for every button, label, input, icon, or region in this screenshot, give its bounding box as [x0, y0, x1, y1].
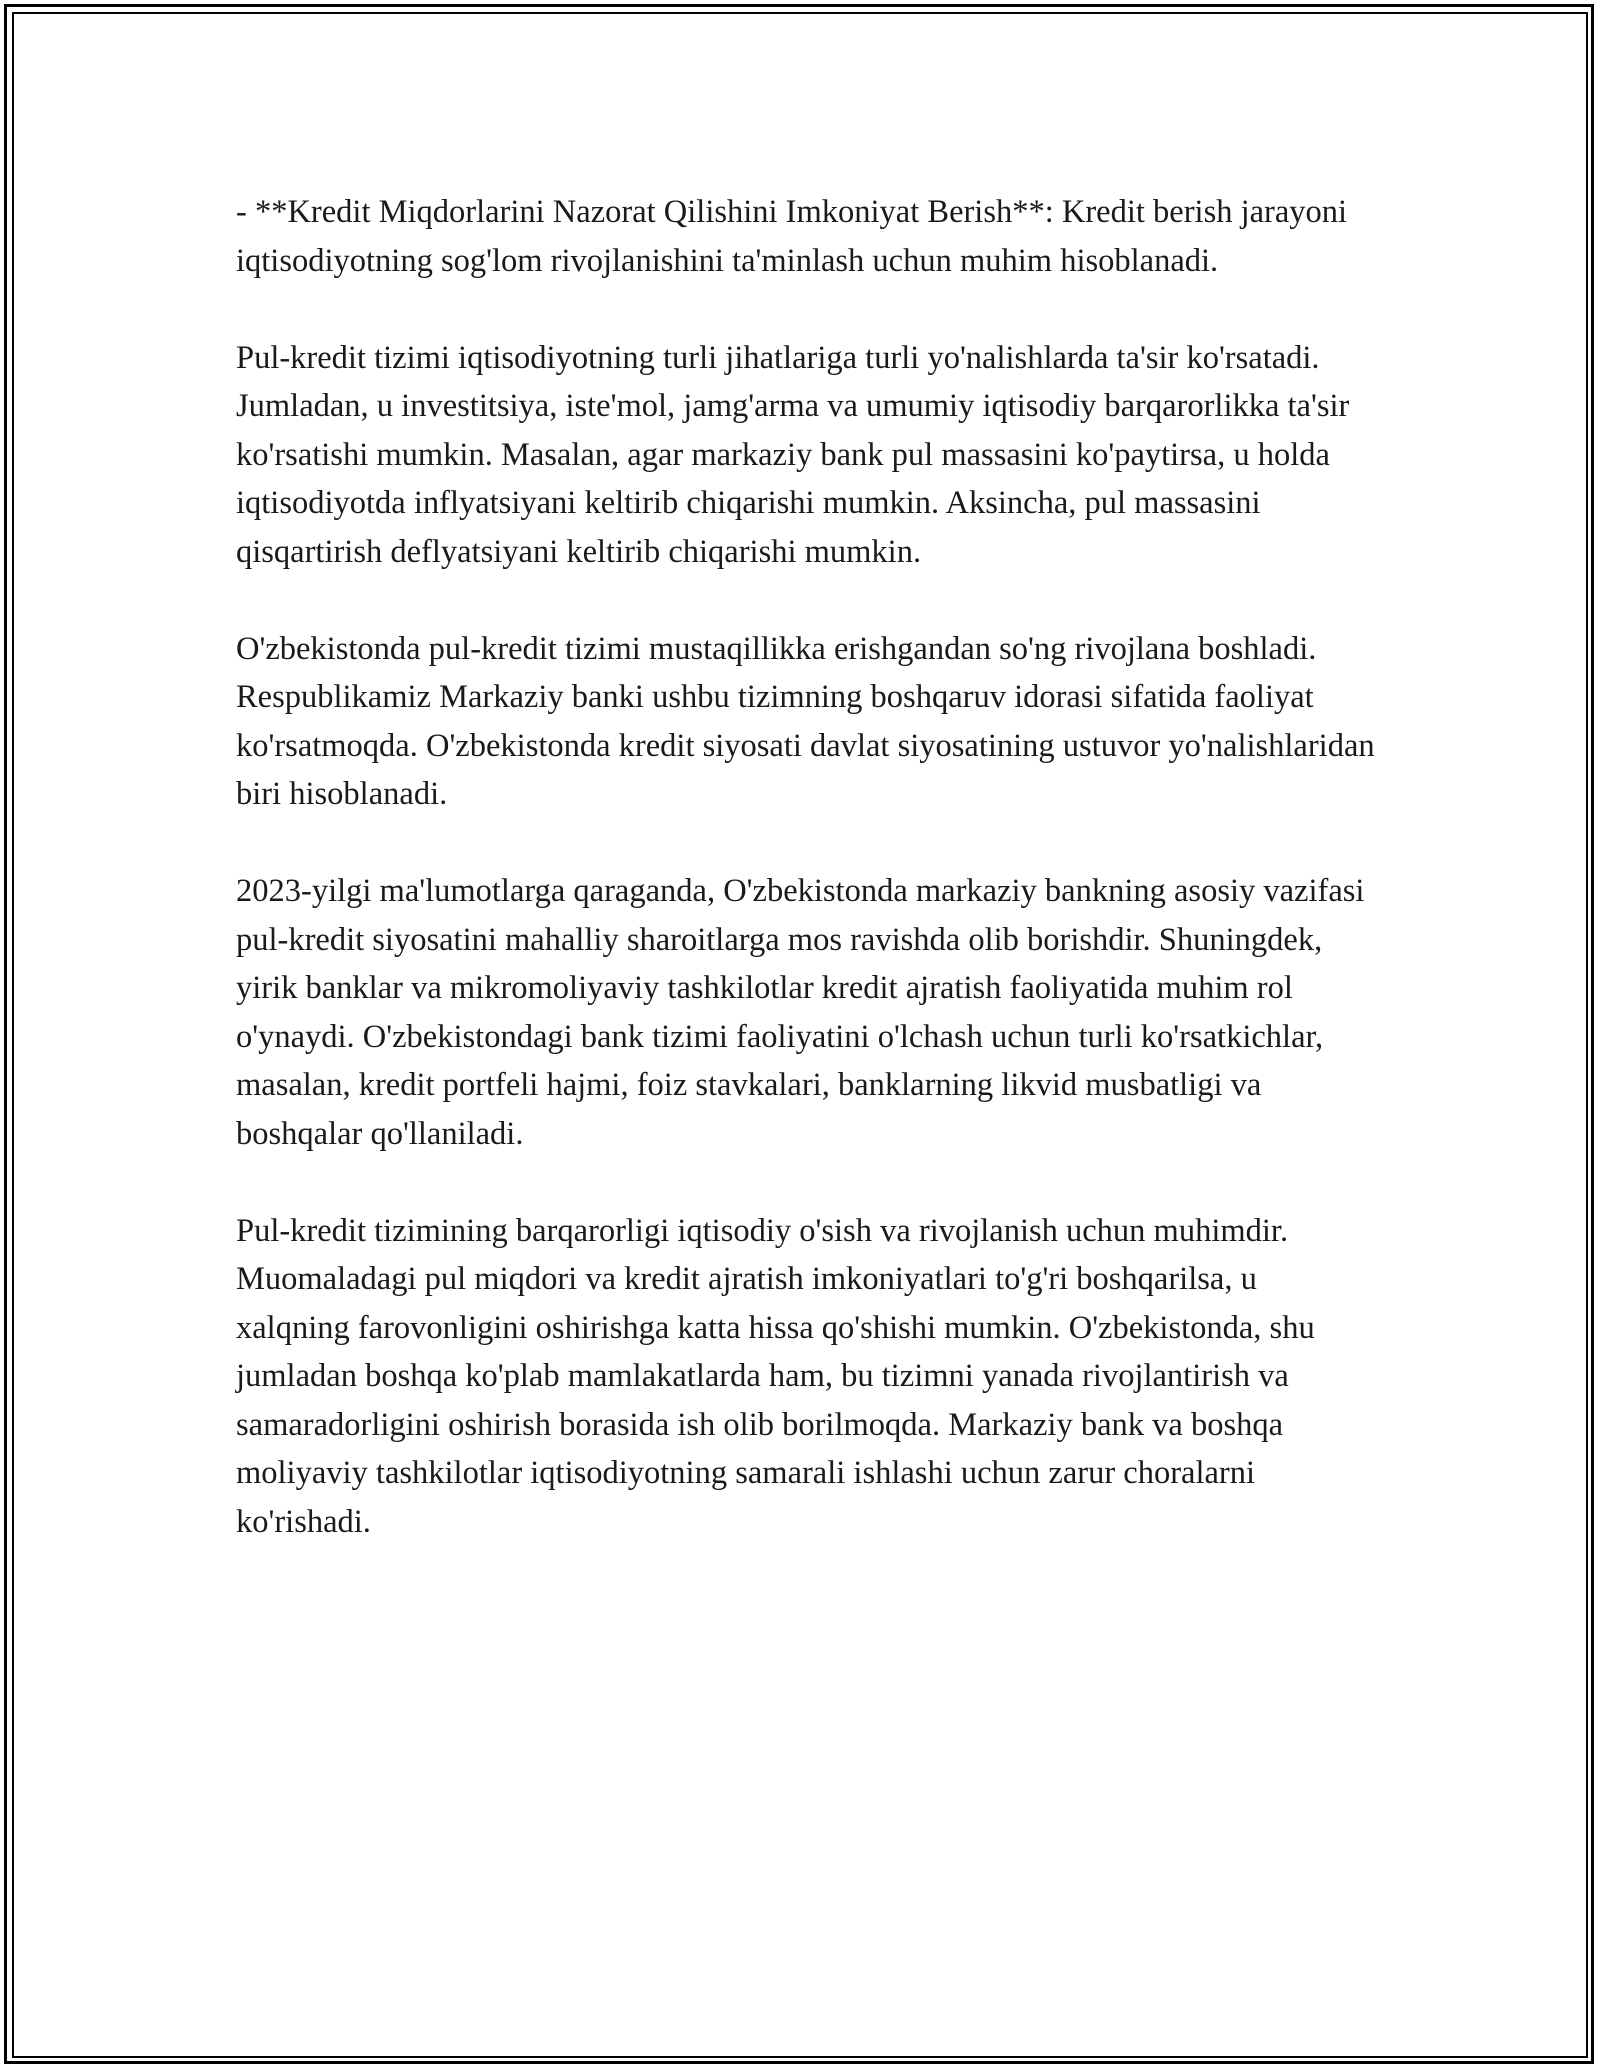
paragraph-credit-control: - **Kredit Miqdorlarini Nazorat Qilishini Imkoniyat Berish**: Kredit berish jarayoni iqtisodiyotning sog'lom rivojlanishini ta'minlash uchun muhim hisoblanadi. — [236, 194, 1348, 279]
paragraph-economic-impact: Pul-kredit tizimi iqtisodiyotning turli jihatlariga turli yo'nalishlarda ta'sir ko'rsatadi. Jumladan, u investitsiya, iste'mol, jamg'arma va umumiy iqtisodiy barqarorlikka ta'sir ko'rsatishi mumkin. Masalan, agar markaziy bank pul massasini ko'paytirsa, u holda iqtisodiyotda inflyatsiyani keltirib chiqarishi mumkin. Aksincha, pul massasini qisqartirish deflyatsiyani keltirib chiqarishi mumkin. — [236, 339, 1350, 570]
paragraph-2023-data: 2023-yilgi ma'lumotlarga qaraganda, O'zbekistonda markaziy bankning asosiy vazifasi pul-kredit siyosatini mahalliy sharoitlarga mos ravishda olib borishdir. Shuningdek, yirik banklar va mikromoliyaviy tashkilotlar kredit ajratish faoliyatida muhim rol o'ynaydi. O'zbekistondagi bank tizimi faoliyatini o'lchash uchun turli ko'rsatkichlar, masalan, kredit portfeli hajmi, foiz stavkalari, banklarning likvid musbatligi va boshqalar qo'llaniladi. — [236, 873, 1365, 1152]
paragraph-uzbekistan-history: O'zbekistonda pul-kredit tizimi mustaqillikka erishgandan so'ng rivojlana boshladi. Respublikamiz Markaziy banki ushbu tizimning boshqaruv idorasi sifatida faoliyat ko'rsatmoqda. O'zbekistonda kredit siyosati davlat siyosatining ustuvor yo'nalishlaridan biri hisoblanadi. — [236, 630, 1375, 812]
paragraph-stability: Pul-kredit tizimining barqarorligi iqtisodiy o'sish va rivojlanish uchun muhimdir. Muomaladagi pul miqdori va kredit ajratish imkoniyatlari to'g'ri boshqarilsa, u xalqning farovonligini oshirishga katta hissa qo'shishi mumkin. O'zbekistonda, shu jumladan boshqa ko'plab mamlakatlarda ham, bu tizimni yanada rivojlantirish va samaradorligini oshirish borasida ish olib borilmoqda. Markaziy bank va boshqa moliyaviy tashkilotlar iqtisodiyotning samarali ishlashi uchun zarur choralarni ko'rishadi. — [236, 1212, 1315, 1540]
document-body — [236, 188, 1376, 1595]
